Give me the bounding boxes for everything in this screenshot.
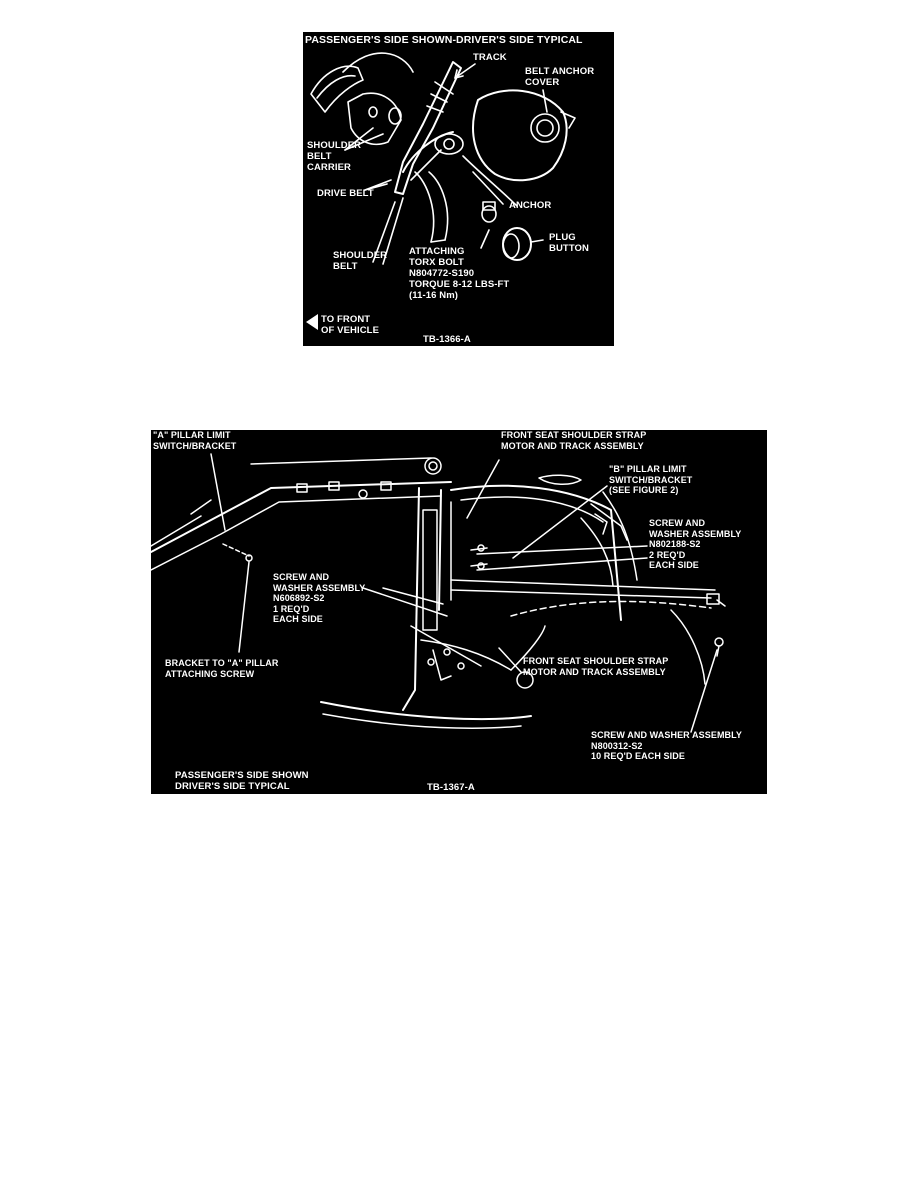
seat-belt-diagram-figure [303,32,614,346]
label-line: BUTTON [549,243,590,254]
label-line: N802188-S2 [649,539,701,549]
passenger-side-shown-label [175,770,309,792]
label-line: SCREW AND [649,518,706,528]
label-line: N606892-S2 [273,593,325,603]
motor-track-assembly-bottom-label [523,656,668,677]
plug-button-label [549,232,589,254]
label-line: WASHER ASSEMBLY [649,528,742,539]
label-line: 2 REQ'D [649,549,686,560]
label-line: (SEE FIGURE 2) [609,485,679,495]
arrow-left-icon [305,312,319,332]
label-line: BELT [307,151,332,162]
shoulder-belt-label [333,250,387,272]
label-line: N800312-S2 [591,740,643,751]
screw-washer-assembly-center-label [273,572,365,625]
label-line: EACH SIDE [649,560,699,570]
belt-anchor-cover-label [525,66,594,88]
label-line: N804772-S190 [409,268,475,279]
label-line: COVER [525,77,560,88]
label-line: EACH SIDE [273,614,323,624]
label-line: OF VEHICLE [321,325,380,336]
label-line: FRONT SEAT SHOULDER STRAP [501,430,647,440]
label-line: TRACK [473,52,507,63]
label-line: MOTOR AND TRACK ASSEMBLY [501,440,644,451]
label-line: BELT [333,261,358,272]
label-line: BRACKET TO "A" PILLAR [165,658,279,668]
label-line: 1 REQ'D [273,603,310,614]
label-line: WASHER ASSEMBLY [273,582,366,593]
motor-track-assembly-top-label [501,430,646,451]
label-line: CARRIER [307,162,351,173]
label-line: ATTACHING [409,246,465,257]
label-line: TO FRONT [321,314,371,325]
label-line: ATTACHING SCREW [165,668,255,679]
label-line: SHOULDER [307,140,362,151]
bracket-a-pillar-screw-label [165,658,278,679]
b-pillar-switch-label [609,464,692,496]
figure-id: TB-1366-A [423,334,471,345]
label-line: "B" PILLAR LIMIT [609,464,687,474]
to-front-of-vehicle-label [321,314,379,336]
label-line: SWITCH/BRACKET [609,474,693,485]
label-line: SCREW AND WASHER ASSEMBLY [591,730,743,740]
label-line: BELT ANCHOR [525,66,595,77]
label-line: DRIVE BELT [317,188,374,199]
screw-washer-assembly-right-label [649,518,741,571]
attaching-torx-bolt-label [409,246,509,301]
a-pillar-switch-label [153,430,236,451]
label-line: SHOULDER [333,250,388,261]
screw-washer-assembly-bottom-label [591,730,742,762]
label-line: SCREW AND [273,572,330,582]
label-line: ANCHOR [509,200,552,211]
label-line: FRONT SEAT SHOULDER STRAP [523,656,669,666]
figure-header: PASSENGER'S SIDE SHOWN-DRIVER'S SIDE TYPICAL [305,34,583,46]
label-line: DRIVER'S SIDE TYPICAL [175,781,290,792]
label-line: SWITCH/BRACKET [153,440,237,451]
figure-id: TB-1367-A [427,782,475,793]
label-line: PASSENGER'S SIDE SHOWN [175,770,309,781]
label-line: (11-16 Nm) [409,290,459,301]
anchor-label [509,200,551,211]
drive-belt-label [317,188,374,199]
label-line: 10 REQ'D EACH SIDE [591,751,685,761]
label-line: MOTOR AND TRACK ASSEMBLY [523,666,666,677]
shoulder-strap-motor-diagram-figure [151,430,767,794]
label-line: TORQUE 8-12 LBS-FT [409,279,510,290]
label-line: TORX BOLT [409,257,464,268]
track-label [473,52,507,63]
shoulder-belt-carrier-label [307,140,361,173]
label-line: PLUG [549,232,576,243]
label-line: "A" PILLAR LIMIT [153,430,231,440]
